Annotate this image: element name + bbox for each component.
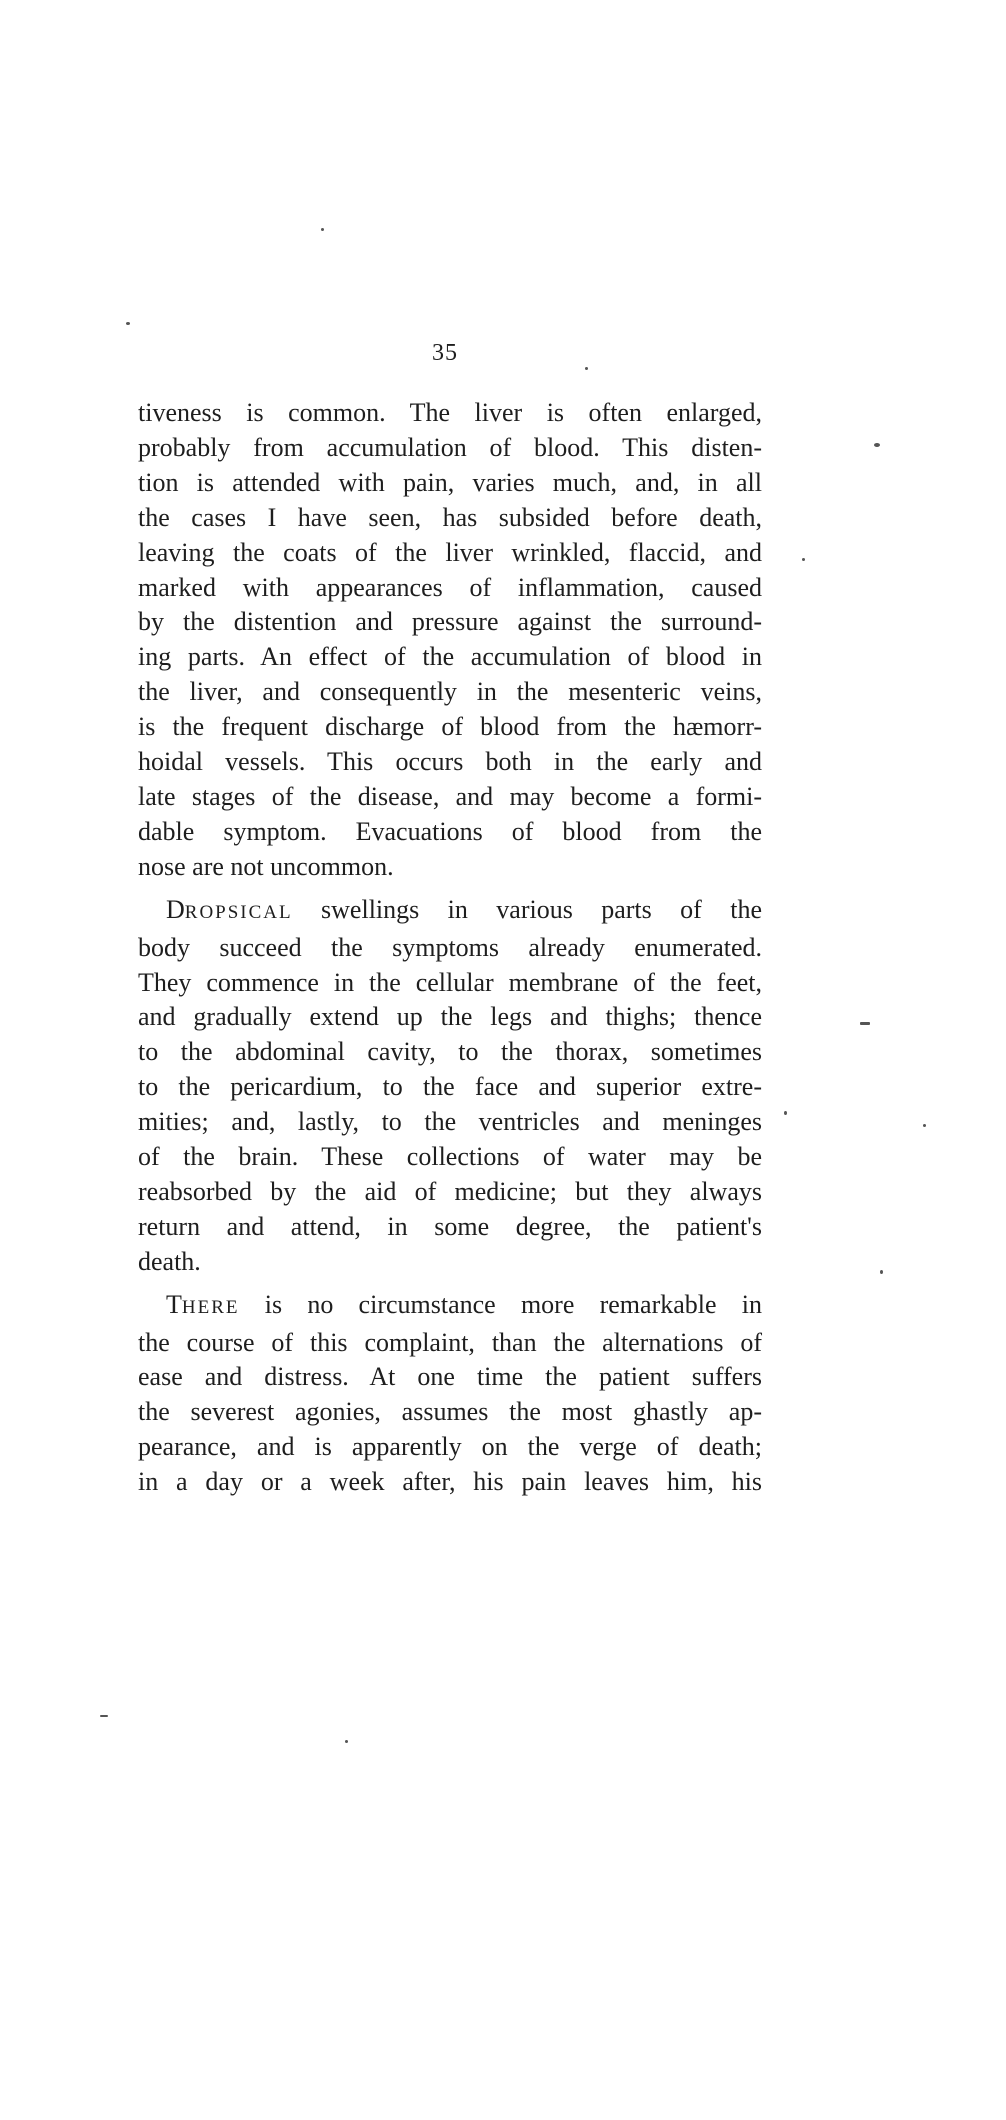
scan-speck xyxy=(880,1270,883,1274)
scan-speck xyxy=(923,1124,926,1127)
text-line: to the abdominal cavity, to the thorax, sometimes xyxy=(138,1037,762,1067)
small-caps-lead-rest: ROPSICAL xyxy=(184,901,293,923)
small-caps-lead-initial: T xyxy=(166,1289,182,1319)
line-remainder: swellings in various parts of the xyxy=(292,894,762,924)
scan-speck xyxy=(126,322,130,325)
text-line: the liver, and consequently in the mesenteric veins, xyxy=(138,677,762,707)
scan-speck xyxy=(860,1022,870,1025)
scan-speck xyxy=(321,228,324,231)
paragraph-1 xyxy=(138,396,762,885)
line-remainder: is no circumstance more remarkable in xyxy=(239,1289,762,1319)
scan-speck xyxy=(802,558,805,561)
text-line: and gradually extend up the legs and thighs; thence xyxy=(138,1002,762,1032)
scan-speck xyxy=(784,1111,787,1115)
text-line: reabsorbed by the aid of medicine; but they always xyxy=(138,1176,762,1206)
text-line: pearance, and is apparently on the verge of death; xyxy=(138,1432,762,1462)
scan-speck xyxy=(345,1740,348,1743)
text-line: death. xyxy=(138,1246,201,1276)
small-caps-lead-rest: HERE xyxy=(181,1296,240,1318)
text-line: tiveness is common. The liver is often enlarged, xyxy=(138,398,762,427)
small-caps-lead-initial: D xyxy=(166,894,185,924)
paragraph-2 xyxy=(138,893,762,1280)
page-number: 35 xyxy=(432,340,458,366)
text-line: ease and distress. At one time the patient suffers xyxy=(138,1362,762,1392)
text-line: mities; and, lastly, to the ventricles and meninges xyxy=(138,1107,762,1137)
text-line xyxy=(138,1288,762,1326)
text-line: They commence in the cellular membrane of the feet, xyxy=(138,967,762,997)
text-line: return and attend, in some degree, the patient's xyxy=(138,1211,762,1241)
text-line: marked with appearances of inflammation, caused xyxy=(138,572,762,602)
text-line xyxy=(138,893,762,931)
scan-speck xyxy=(874,443,880,447)
text-line: body succeed the symptoms already enumerated. xyxy=(138,932,762,962)
text-line: tion is attended with pain, varies much, and, in all xyxy=(138,467,762,497)
text-line: ing parts. An effect of the accumulation of blood in xyxy=(138,642,762,672)
text-line: leaving the coats of the liver wrinkled, flaccid, and xyxy=(138,537,762,567)
text-line: is the frequent discharge of blood from the hæmorr- xyxy=(138,712,762,742)
text-line: the severest agonies, assumes the most ghastly ap- xyxy=(138,1397,762,1427)
text-line: probably from accumulation of blood. This disten- xyxy=(138,432,762,462)
text-line: the cases I have seen, has subsided before death, xyxy=(138,502,762,532)
text-line: dable symptom. Evacuations of blood from the xyxy=(138,816,762,846)
text-line: nose are not uncommon. xyxy=(138,851,394,881)
text-line: hoidal vessels. This occurs both in the early and xyxy=(138,747,762,777)
text-line: the course of this complaint, than the alternations of xyxy=(138,1327,762,1357)
text-line: late stages of the disease, and may become a formi- xyxy=(138,781,762,811)
scan-speck xyxy=(585,367,588,370)
scan-speck xyxy=(100,1715,108,1717)
paragraph-3 xyxy=(138,1288,762,1500)
body-text xyxy=(138,396,762,1508)
text-line: to the pericardium, to the face and superior extre- xyxy=(138,1072,762,1102)
text-line: by the distention and pressure against the surround- xyxy=(138,607,762,637)
text-line: in a day or a week after, his pain leaves him, his xyxy=(138,1467,762,1497)
text-line: of the brain. These collections of water may be xyxy=(138,1142,762,1172)
